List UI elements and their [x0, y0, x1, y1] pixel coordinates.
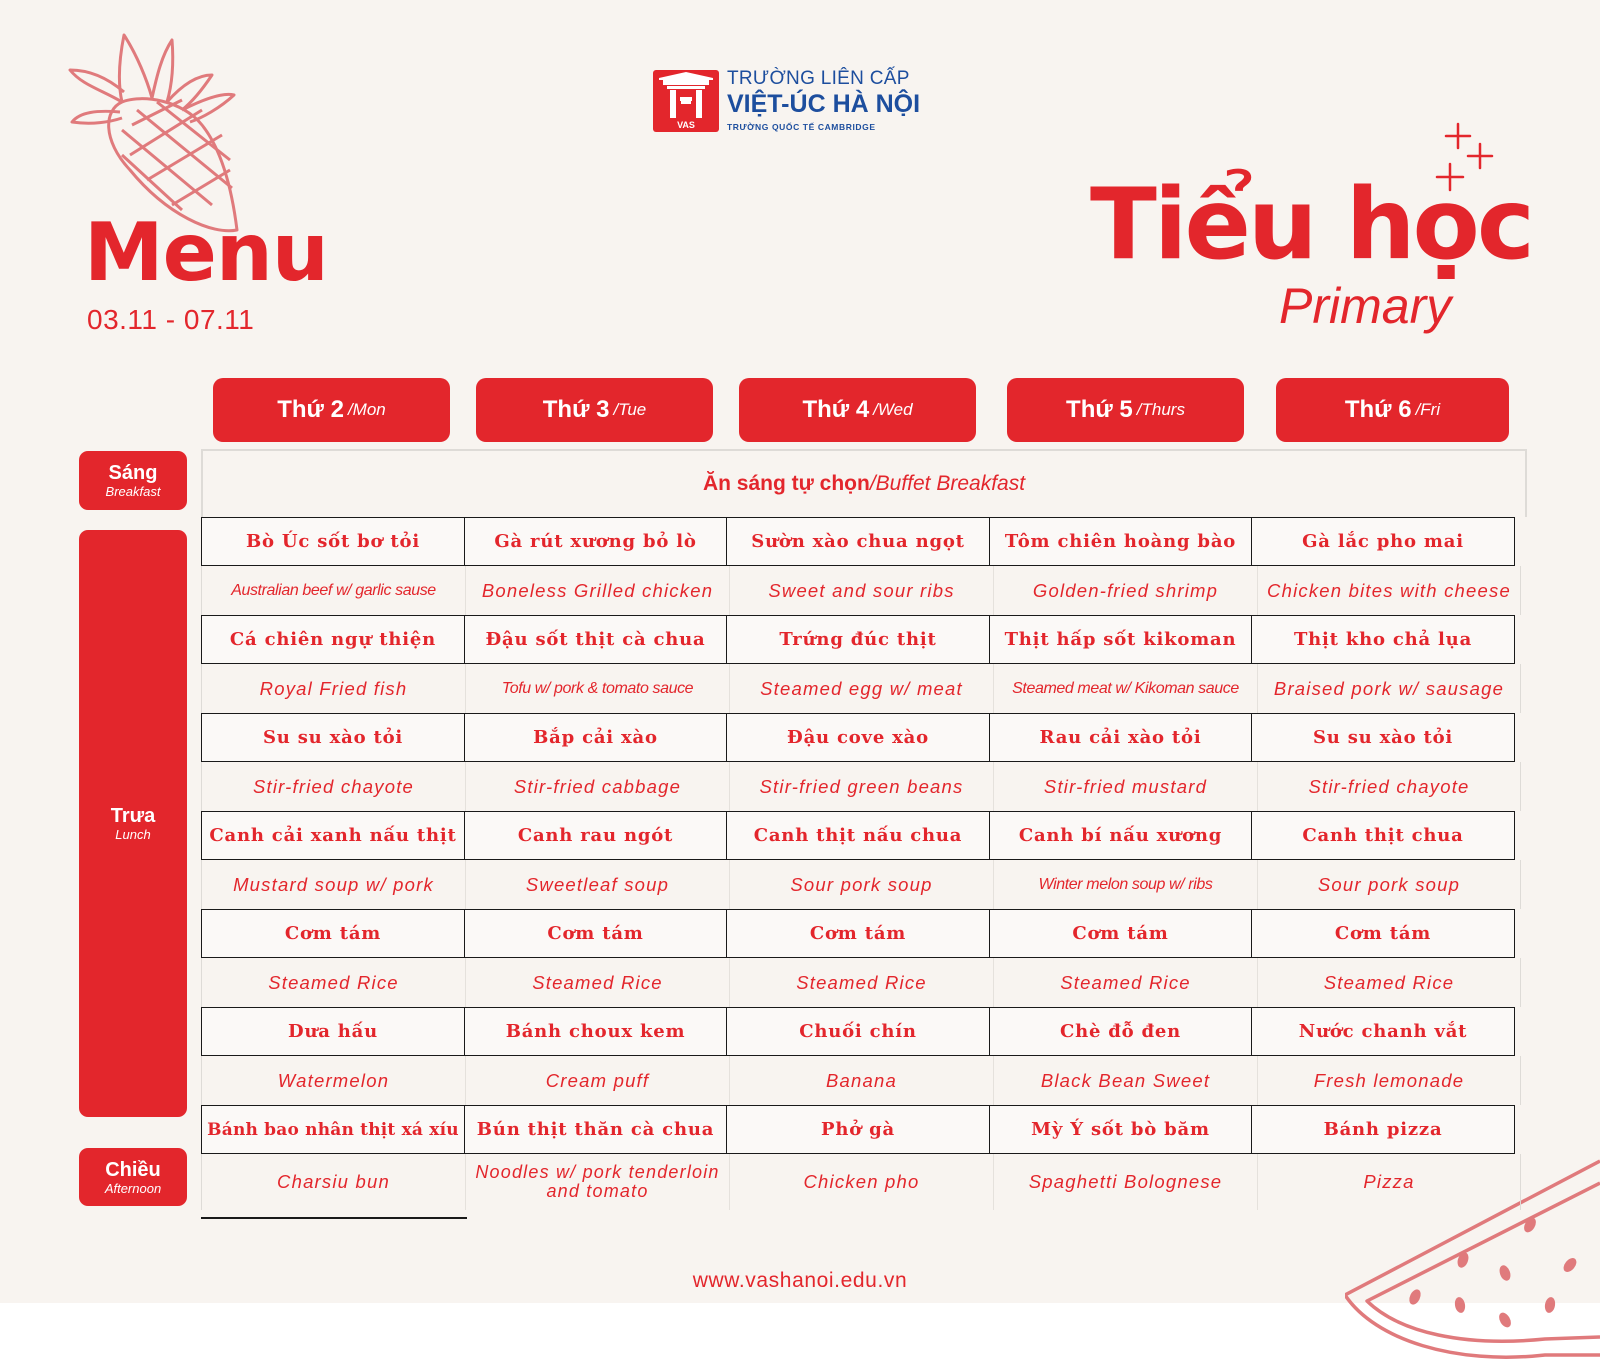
dish-en: Stir-fried mustard [993, 762, 1257, 811]
day-header-tue [476, 378, 713, 442]
dish-row-vi [201, 909, 1525, 958]
dish-vi: Cơm tám [201, 909, 465, 958]
day-header-mon [213, 378, 450, 442]
website-link[interactable]: www.vashanoi.edu.vn [692, 1269, 908, 1292]
dish-en: Stir-fried chayote [201, 762, 465, 811]
dish-en: Banana [729, 1056, 993, 1105]
dish-vi: Canh rau ngót [464, 811, 728, 860]
day-label-en: /Fri [1415, 400, 1441, 419]
dish-en: Mustard soup w/ pork [201, 860, 465, 909]
dish-en: Royal Fried fish [201, 664, 465, 713]
dish-en: Steamed meat w/ Kikoman sauce [993, 664, 1257, 713]
dish-vi: Canh bí nấu xương [989, 811, 1253, 860]
dish-en: Steamed Rice [201, 958, 465, 1007]
dish-en: Steamed Rice [729, 958, 993, 1007]
dish-en: Steamed Rice [465, 958, 729, 1007]
dish-row-vi [201, 713, 1525, 762]
dish-vi: Bánh choux kem [464, 1007, 728, 1056]
dish-en: Stir-fried green beans [729, 762, 993, 811]
dish-vi: Rau cải xào tỏi [989, 713, 1253, 762]
dish-row-vi [201, 811, 1525, 860]
dish-vi: Bánh pizza [1251, 1105, 1515, 1154]
day-label-en: /Thurs [1136, 400, 1185, 419]
dish-vi: Cơm tám [726, 909, 990, 958]
meal-label-afternoon [79, 1148, 187, 1206]
meal-label-lunch [79, 530, 187, 1117]
school-level-title: Tiểu học [1090, 168, 1532, 282]
dish-en: Pizza [1257, 1154, 1521, 1210]
day-label: Thứ 6 [1344, 396, 1412, 423]
meal-label-vi: Sáng [108, 462, 158, 484]
meal-label-en: Lunch [115, 827, 151, 842]
logo-badge-text: VAS [677, 120, 695, 130]
date-range: 03.11 - 07.11 [87, 304, 255, 335]
table-divider [201, 1217, 467, 1219]
school-level-subtitle: Primary [1279, 278, 1452, 334]
dish-vi: Trứng đúc thịt [726, 615, 990, 664]
dish-en: Cream puff [465, 1056, 729, 1105]
day-header-thu [1007, 378, 1244, 442]
dish-vi: Đậu sốt thịt cà chua [464, 615, 728, 664]
logo-line-1: TRƯỜNG LIÊN CẤP [727, 68, 910, 89]
dish-en: Chicken pho [729, 1154, 993, 1210]
dish-en: Steamed egg w/ meat [729, 664, 993, 713]
dish-vi: Gà rút xương bỏ lò [464, 517, 728, 566]
dish-vi: Canh thịt chua [1251, 811, 1515, 860]
buffet-label-en: /Buffet Breakfast [869, 472, 1026, 495]
dish-vi: Cơm tám [464, 909, 728, 958]
dish-row-vi [201, 1105, 1525, 1154]
dish-en: Fresh lemonade [1257, 1056, 1521, 1105]
dish-vi: Phở gà [726, 1105, 990, 1154]
dish-en: Australian beef w/ garlic sause [201, 566, 465, 615]
dish-vi: Bánh bao nhân thịt xá xíu [201, 1105, 465, 1154]
logo-line-3: TRƯỜNG QUỐC TẾ CAMBRIDGE [727, 122, 876, 132]
dish-en: Golden-fried shrimp [993, 566, 1257, 615]
dish-vi: Su su xào tỏi [201, 713, 465, 762]
dish-en: Black Bean Sweet [993, 1056, 1257, 1105]
dish-vi: Thịt hấp sốt kikoman [989, 615, 1253, 664]
dish-en: Tofu w/ pork & tomato sauce [465, 664, 729, 713]
day-label-en: /Mon [347, 400, 386, 419]
dish-row-en [201, 664, 1525, 713]
dish-en: Boneless Grilled chicken [465, 566, 729, 615]
logo-line-2: VIỆT-ÚC HÀ NỘI [727, 90, 921, 118]
dish-row-en [201, 1154, 1525, 1210]
menu-title: Menu [84, 206, 328, 299]
day-label: Thứ 2 [277, 396, 344, 423]
dish-en: Sweetleaf soup [465, 860, 729, 909]
dish-en: Winter melon soup w/ ribs [993, 860, 1257, 909]
day-header-wed [739, 378, 976, 442]
school-logo [653, 68, 921, 136]
buffet-label-vi: Ăn sáng tự chọn [702, 472, 870, 495]
dish-en: Spaghetti Bolognese [993, 1154, 1257, 1210]
buffet-breakfast-row [201, 449, 1527, 517]
dish-en: Steamed Rice [993, 958, 1257, 1007]
dish-en: Watermelon [201, 1056, 465, 1105]
dish-row-en [201, 566, 1525, 615]
day-label: Thứ 5 [1066, 396, 1133, 423]
dish-vi: Chè đỗ đen [989, 1007, 1253, 1056]
dish-row-en [201, 1056, 1525, 1105]
dish-vi: Cá chiên ngự thiện [201, 615, 465, 664]
dish-row-en [201, 860, 1525, 909]
dish-en: Braised pork w/ sausage [1257, 664, 1521, 713]
dish-vi: Mỳ Ý sốt bò băm [989, 1105, 1253, 1154]
dish-en: Charsiu bun [201, 1154, 465, 1210]
dish-en: Sour pork soup [729, 860, 993, 909]
dish-row-vi [201, 517, 1525, 566]
dish-vi: Bún thịt thăn cà chua [464, 1105, 728, 1154]
dish-vi: Thịt kho chả lụa [1251, 615, 1515, 664]
dish-en: Noodles w/ pork tenderloin and tomato [465, 1154, 729, 1210]
meal-label-en: Breakfast [105, 484, 161, 499]
menu-grid [201, 517, 1525, 1210]
school-badge-icon [653, 70, 719, 132]
day-header-fri [1276, 378, 1509, 442]
meal-label-breakfast [79, 451, 187, 510]
dish-row-en [201, 958, 1525, 1007]
day-label: Thứ 3 [542, 396, 610, 423]
meal-label-vi: Chiều [105, 1158, 161, 1181]
dish-en: Stir-fried cabbage [465, 762, 729, 811]
dish-vi: Cơm tám [1251, 909, 1515, 958]
dish-vi: Gà lắc pho mai [1251, 517, 1515, 566]
dish-vi: Dưa hấu [201, 1007, 465, 1056]
dish-vi: Nước chanh vắt [1251, 1007, 1515, 1056]
dish-vi: Su su xào tỏi [1251, 713, 1515, 762]
dish-vi: Tôm chiên hoàng bào [989, 517, 1253, 566]
dish-vi: Sườn xào chua ngọt [726, 517, 990, 566]
dish-vi: Canh cải xanh nấu thịt [201, 811, 465, 860]
dish-vi: Cơm tám [989, 909, 1253, 958]
meal-label-vi: Trưa [110, 805, 156, 827]
dish-vi: Bắp cải xào [464, 713, 728, 762]
dish-row-en [201, 762, 1525, 811]
dish-row-vi [201, 1007, 1525, 1056]
dish-vi: Chuối chín [726, 1007, 990, 1056]
dish-en: Chicken bites with cheese [1257, 566, 1521, 615]
day-label-en: /Tue [613, 400, 647, 419]
dish-en: Steamed Rice [1257, 958, 1521, 1007]
dish-vi: Đậu cove xào [726, 713, 990, 762]
dish-en: Sweet and sour ribs [729, 566, 993, 615]
day-label: Thứ 4 [802, 396, 870, 423]
dish-vi: Bò Úc sốt bơ tỏi [201, 517, 465, 566]
dish-en: Stir-fried chayote [1257, 762, 1521, 811]
dish-row-vi [201, 615, 1525, 664]
dish-vi: Canh thịt nấu chua [726, 811, 990, 860]
meal-label-en: Afternoon [104, 1180, 162, 1196]
dish-en: Sour pork soup [1257, 860, 1521, 909]
day-label-en: /Wed [873, 400, 913, 419]
